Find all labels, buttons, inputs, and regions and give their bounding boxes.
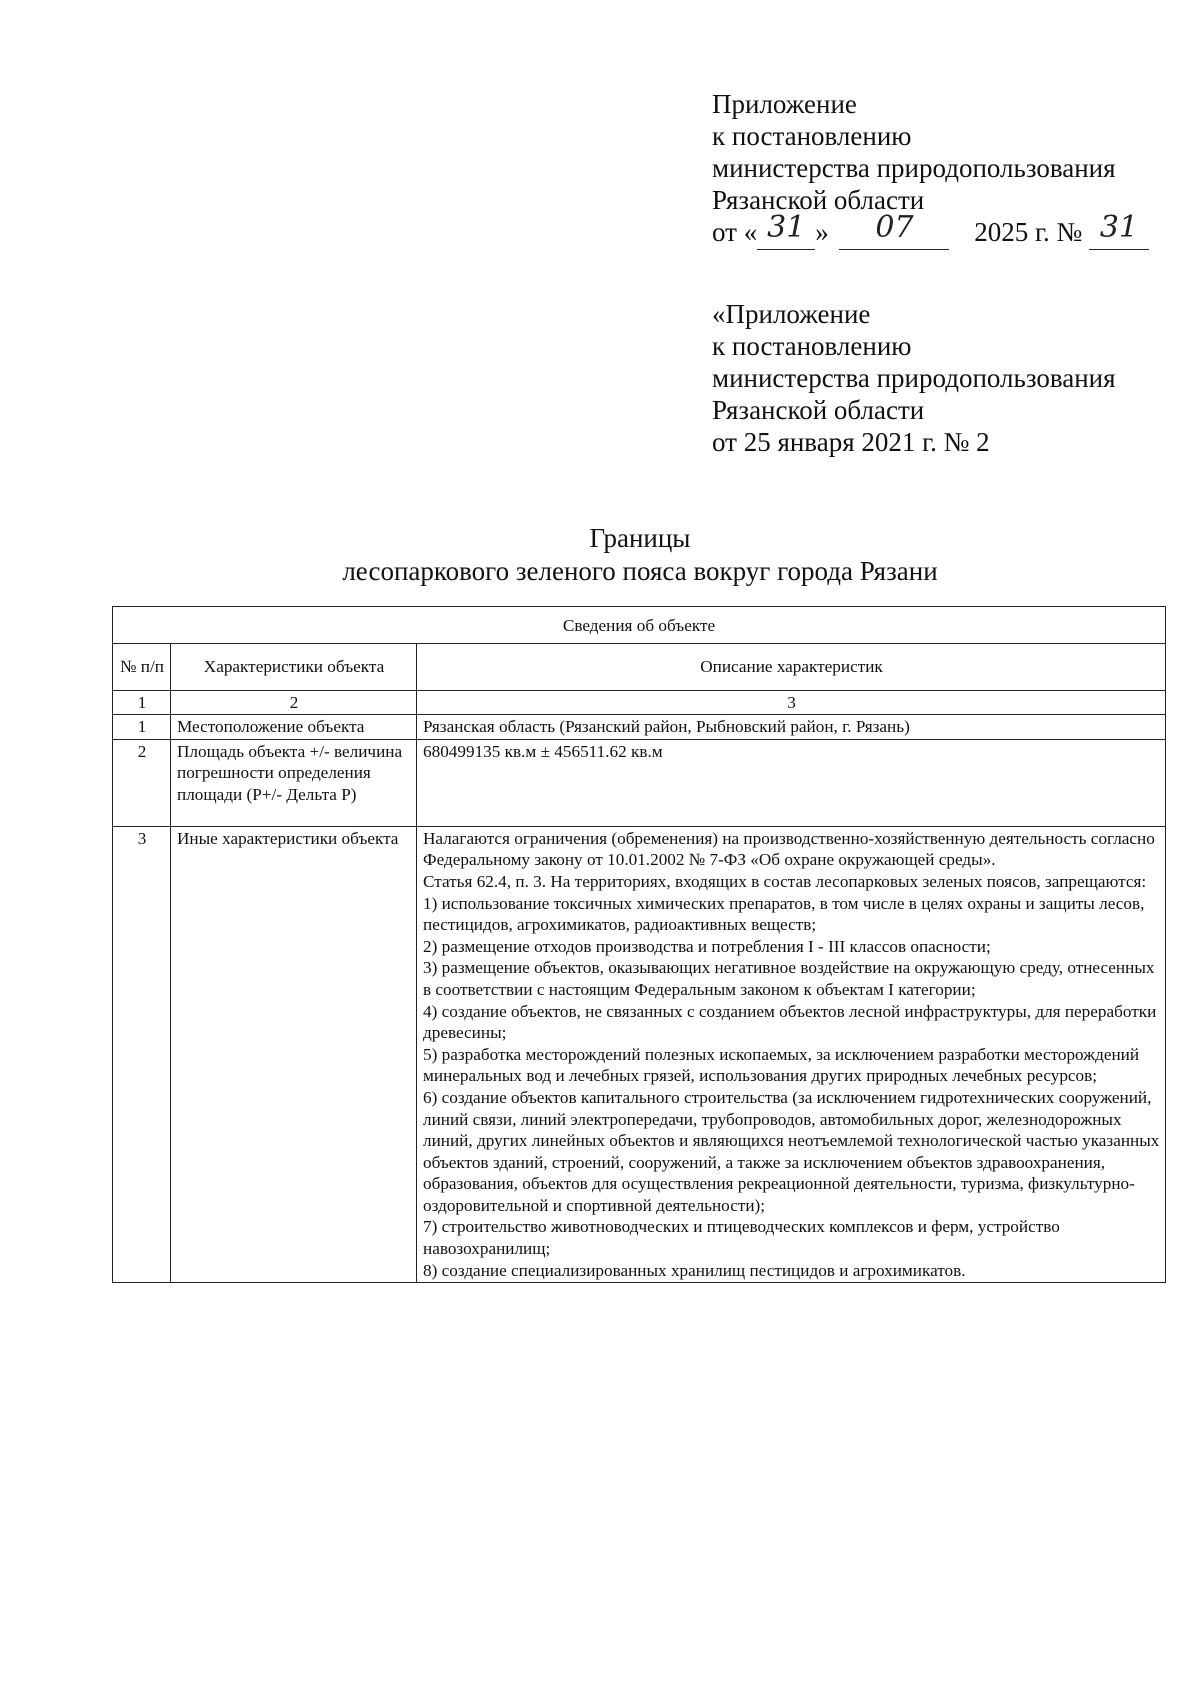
- description-paragraph: 4) создание объектов, не связанных с созданием объектов лесной инфраструктуры, для переработки древесины;: [423, 1001, 1157, 1043]
- row-description: 680499135 кв.м ± 456511.62 кв.м: [417, 739, 1166, 826]
- row-characteristic: Площадь объекта +/- величина погрешности определения площади (P+/- Дельта P): [171, 739, 417, 826]
- year-label: 2025 г. №: [974, 217, 1083, 247]
- description-paragraph: 2) размещение отходов производства и потребления I - III классов опасности;: [423, 936, 991, 956]
- description-paragraph: 6) создание объектов капитального строительства (за исключением гидротехнических сооружений, линий связи, линий электропередачи, трубопроводов, автомобильных дорог, железнодорожных линий, других линейных объектов и являющихся неотъемлемой технологической частью указанных объектов зданий, строений, сооружений, а также за исключением объектов здравоохранения, образования, объектов для осуществления рекреационной деятельности, туризма, физкультурно-оздоровительной и спортивной деятельности);: [423, 1087, 1160, 1215]
- column-number-row: [113, 690, 1166, 715]
- orig-line-5: от 25 января 2021 г. № 2: [712, 427, 990, 457]
- description-paragraph: 7) строительство животноводческих и птицеводческих комплексов и ферм, устройство навозохранилищ;: [423, 1217, 1060, 1259]
- header-line-4: Рязанской области: [712, 185, 925, 215]
- col-number-3: 3: [417, 690, 1166, 715]
- date-prefix: от «: [712, 217, 758, 247]
- description-paragraph: 8) создание специализированных хранилищ пестицидов и агрохимикатов.: [423, 1260, 966, 1280]
- month-value: 07: [875, 210, 914, 245]
- row-characteristic: Местоположение объекта: [171, 715, 417, 740]
- orig-line-1: «Приложение: [712, 299, 871, 329]
- description-paragraph: Налагаются ограничения (обременения) на производственно-хозяйственную деятельность согласно Федеральному закону от 10.01.2002 № 7-ФЗ «Об охране окружающей среды».: [423, 828, 1155, 870]
- row-description: [417, 826, 1166, 1282]
- header-line-2: к постановлению: [712, 121, 912, 151]
- original-appendix-header: [712, 298, 1116, 458]
- col-number-1: 1: [113, 690, 171, 715]
- description-paragraph: 5) разработка месторождений полезных ископаемых, за исключением разработки месторождений минеральных вод и лечебных грязей, использования других природных лечебных ресурсов;: [423, 1044, 1140, 1086]
- description-paragraph: Статья 62.4, п. 3. На территориях, входящих в состав лесопарковых зеленых поясов, запрещаются:: [423, 871, 1147, 891]
- description-paragraph: 1) использование токсичных химических препаратов, в том числе в целях охраны и защиты лесов, пестицидов, агрохимикатов, радиоактивных веществ;: [423, 893, 1145, 935]
- header-date-line: [712, 210, 1149, 250]
- col-header-description: Описание характеристик: [417, 643, 1166, 690]
- orig-line-3: министерства природопользования: [712, 363, 1116, 393]
- col-header-num: № п/п: [113, 643, 171, 690]
- object-info-table: [112, 606, 1166, 1283]
- handwritten-number: [1089, 210, 1149, 250]
- column-header-row: [113, 643, 1166, 690]
- row-num: 2: [113, 739, 171, 826]
- number-value: 31: [1099, 210, 1139, 245]
- date-mid: »: [815, 217, 829, 247]
- day-value: 31: [767, 210, 806, 245]
- col-number-2: 2: [171, 690, 417, 715]
- title-line-1: Границы: [589, 523, 691, 553]
- row-characteristic: Иные характеристики объекта: [171, 826, 417, 1282]
- header-line-1: Приложение: [712, 89, 857, 119]
- document-title: [0, 522, 1200, 588]
- orig-line-4: Рязанской области: [712, 395, 925, 425]
- title-line-2: лесопаркового зеленого пояса вокруг города Рязани: [342, 556, 938, 586]
- row-num: 1: [113, 715, 171, 740]
- section-header-row: [113, 607, 1166, 644]
- row-description: Рязанская область (Рязанский район, Рыбновский район, г. Рязань): [417, 715, 1166, 740]
- table-row: [113, 715, 1166, 740]
- table-row: [113, 826, 1166, 1282]
- handwritten-month: [839, 210, 949, 250]
- handwritten-day: [757, 210, 815, 250]
- section-header: Сведения об объекте: [113, 607, 1166, 644]
- orig-line-2: к постановлению: [712, 331, 912, 361]
- table-row: [113, 739, 1166, 826]
- col-header-characteristic: Характеристики объекта: [171, 643, 417, 690]
- row-num: 3: [113, 826, 171, 1282]
- description-paragraph: 3) размещение объектов, оказывающих негативное воздействие на окружающую среду, отнесенных в соответствии с настоящим Федеральным законом к объектам I категории;: [423, 958, 1155, 999]
- header-line-3: министерства природопользования: [712, 153, 1116, 183]
- appendix-header: [712, 88, 1149, 250]
